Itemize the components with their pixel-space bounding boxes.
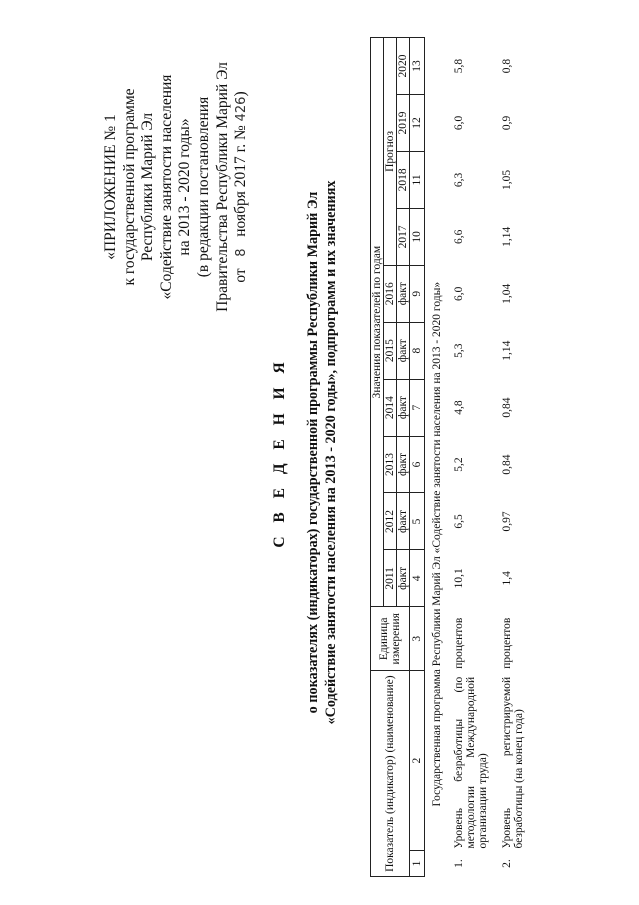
appendix-block [102, 17, 252, 357]
appendix-line: на 2013 - 2020 годы» [176, 118, 194, 256]
appendix-line: к государственной программе [120, 88, 138, 286]
row-value: 1,05 [501, 169, 513, 190]
row-value: 0,9 [501, 115, 513, 131]
heading-title: С В Е Д Е Н И Я [271, 357, 288, 548]
column-number: 10 [410, 208, 425, 265]
row-unit: процентов [501, 617, 513, 669]
row-value: 0,8 [501, 58, 513, 74]
indicators-table [370, 37, 533, 877]
close-paren: ) [232, 91, 250, 97]
row-value: 6,6 [453, 229, 465, 245]
row-value: 10,1 [453, 568, 465, 589]
appendix-line: «Содействие занятости населения [157, 74, 175, 300]
header-year: 2019 [397, 95, 410, 152]
handwritten-number: 426 [234, 96, 250, 122]
appendix-date-line [232, 17, 252, 357]
header-forecast: Прогноз [384, 38, 397, 266]
header-fact: факт [397, 493, 410, 550]
column-number-row [410, 38, 425, 877]
handwritten-day: 8 [234, 248, 250, 257]
column-number: 9 [410, 265, 425, 322]
appendix-line: «ПРИЛОЖЕНИЕ № 1 [102, 114, 119, 260]
header-fact: факт [397, 265, 410, 322]
row-unit: процентов [453, 617, 465, 669]
row-number: 2. [501, 859, 513, 868]
row-value: 0,84 [501, 454, 513, 475]
table-row [449, 38, 497, 877]
row-value: 0,84 [501, 397, 513, 418]
row-value: 0,97 [501, 511, 513, 532]
header-year: 2012 [384, 493, 397, 550]
header-indicator: Показатель (индикатор) (наименование) [371, 671, 410, 877]
row-value: 6,0 [453, 286, 465, 301]
header-year: 2014 [384, 379, 397, 436]
row-value: 4,8 [453, 400, 465, 415]
column-number: 7 [410, 379, 425, 436]
row-number: 1. [453, 859, 465, 868]
column-number: 4 [410, 550, 425, 607]
row-value: 5,3 [453, 343, 465, 358]
heading-line-2: «Содействие занятости населения на 2013 - 2020 годы», подпрограмм и их значениях [323, 180, 339, 725]
header-year: 2015 [384, 322, 397, 379]
header-values: Значения показателей по годам [371, 38, 384, 607]
column-number: 3 [410, 607, 425, 671]
row-value: 6,5 [453, 514, 465, 529]
column-number: 6 [410, 436, 425, 493]
heading-line-1: о показателях (индикаторах) государственной программы Республики Марий Эл [305, 191, 321, 714]
appendix-line: Правительства Республики Марий Эл [213, 62, 231, 312]
header-year: 2018 [397, 151, 410, 208]
column-number: 11 [410, 151, 425, 208]
row-value: 1,14 [501, 340, 513, 361]
table-row [497, 38, 533, 877]
column-number: 1 [410, 851, 425, 877]
date-suffix: ноября 2017 г. № [232, 125, 250, 237]
appendix-line: (в редакции постановления [194, 96, 212, 278]
header-fact: факт [397, 379, 410, 436]
section-row [425, 38, 450, 877]
header-year: 2020 [397, 38, 410, 95]
document-heading [270, 0, 340, 905]
column-number: 8 [410, 322, 425, 379]
row-value: 1,4 [501, 571, 513, 586]
section-title: Государственная программа Республики Марий Эл «Содействие занятости населения на 2013 - 2020 годы» [431, 281, 443, 807]
row-value: 5,8 [453, 58, 465, 74]
header-year: 2011 [384, 550, 397, 607]
row-value: 1,14 [501, 226, 513, 247]
header-fact: факт [397, 322, 410, 379]
header-year: 2013 [384, 436, 397, 493]
column-number: 13 [410, 38, 425, 95]
row-value: 5,2 [453, 457, 465, 472]
header-unit: Единица измерения [371, 607, 410, 671]
column-number: 12 [410, 95, 425, 152]
header-row-1 [371, 38, 384, 877]
header-fact: факт [397, 550, 410, 607]
column-number: 2 [410, 671, 425, 851]
column-number: 5 [410, 493, 425, 550]
header-fact: факт [397, 436, 410, 493]
row-value: 6,3 [453, 172, 465, 188]
row-indicator: Уровень безработицы (по методологии Международной организации труда) [453, 676, 489, 849]
row-value: 1,04 [501, 283, 513, 304]
row-value: 6,0 [453, 115, 465, 131]
header-year: 2016 [384, 265, 397, 322]
row-indicator: Уровень регистрируемой безработицы (на конец года) [501, 676, 525, 849]
appendix-line: Республики Марий Эл [139, 112, 157, 262]
header-year: 2017 [397, 208, 410, 265]
date-prefix: от [232, 268, 250, 283]
